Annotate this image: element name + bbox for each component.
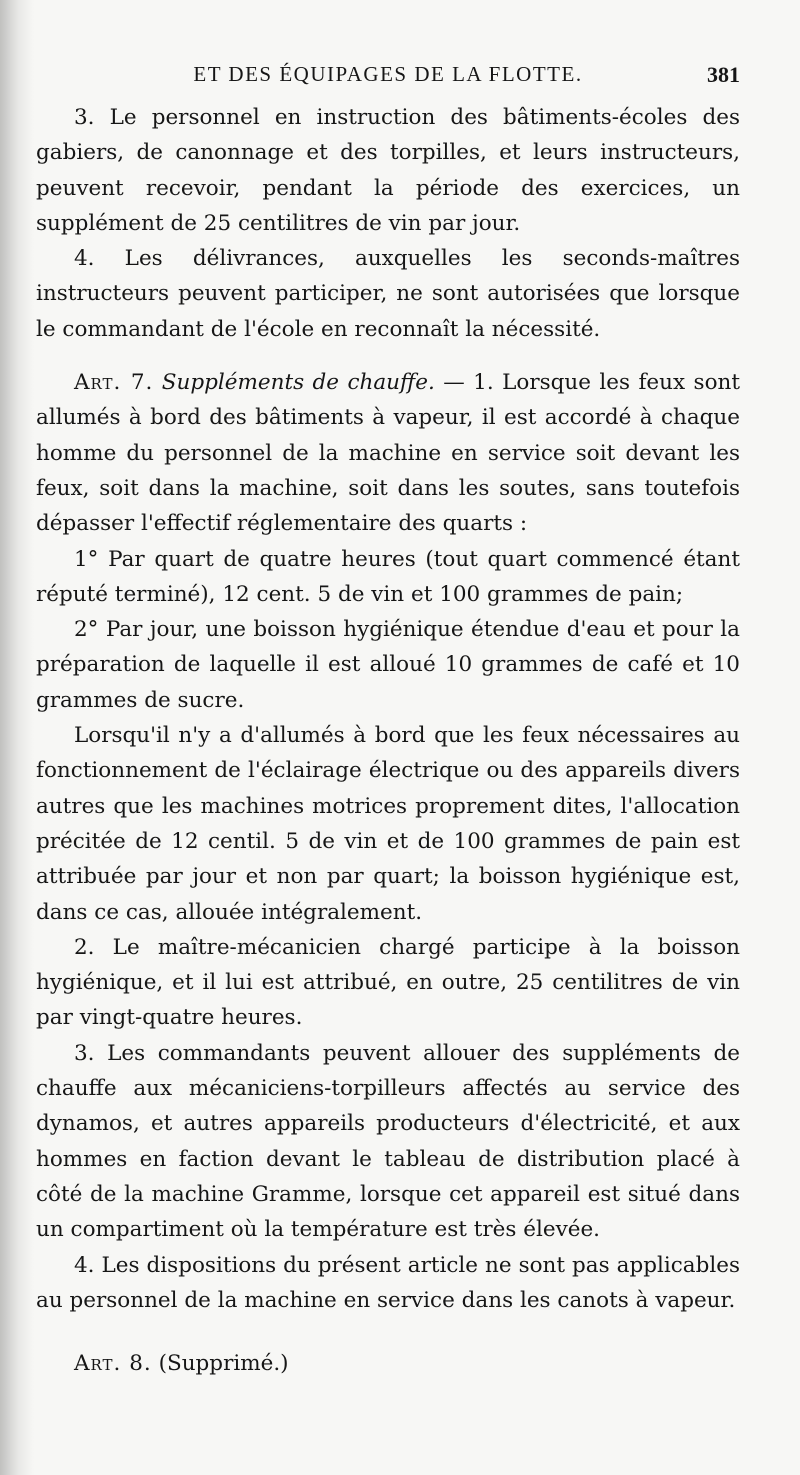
item-1-par-quart: 1° Par quart de quatre heures (tout quart commencé étant réputé terminé), 12 cent. 5 de vin et 100 grammes de pain; <box>36 546 740 607</box>
article-7-label: Art. 7. <box>74 370 154 396</box>
article-7-text: — 1. Lorsque les feux sont allumés à bord des bâtiments à vapeur, il est accordé à chaque homme du personnel de la machine en service soit devant les feux, soit dans la machine, soit dans les soutes, sans toutefois dépasser l'effectif réglementaire des quarts : <box>36 370 741 537</box>
body-text <box>36 100 740 1381</box>
article-8-text: (Supprimé.) <box>151 1351 289 1377</box>
running-head <box>36 62 740 92</box>
running-title: ET DES ÉQUIPAGES DE LA FLOTTE. <box>193 62 583 86</box>
paragraph-3-commandants: 3. Les commandants peuvent allouer des suppléments de chauffe aux mécaniciens-torpilleurs affectés au service des dynamos, et autres appareils producteurs d'électricité, et aux hommes en faction devant le tableau de distribution placé à côté de la machine Gramme, lorsque cet appareil est situé dans un compartiment où la température est très élevée. <box>36 1040 740 1243</box>
paragraph-eclairage: Lorsqu'il n'y a d'allumés à bord que les feux nécessaires au fonctionnement de l'éclairage électrique ou des appareils divers autres que les machines motrices proprement dites, l'allocation précitée de 12 centil. 5 de vin et de 100 grammes de pain est attribuée par jour et non par quart; la boisson hygiénique est, dans ce cas, allouée intégralement. <box>36 723 740 925</box>
page-number: 381 <box>707 62 740 87</box>
paragraph-4-dispositions: 4. Les dispositions du présent article ne sont pas applicables au personnel de la machine en service dans les canots à vapeur. <box>36 1252 740 1313</box>
paragraph-4-delivrances: 4. Les délivrances, auxquelles les seconds-maîtres instructeurs peuvent participer, ne sont autorisées que lorsque le commandant de l'école en reconnaît la nécessité. <box>36 246 740 342</box>
item-2-par-jour: 2° Par jour, une boisson hygiénique étendue d'eau et pour la préparation de laquelle il est alloué 10 grammes de café et 10 grammes de sucre. <box>36 617 740 713</box>
article-8-paragraph <box>36 1346 740 1381</box>
article-8-label: Art. 8. <box>74 1351 152 1377</box>
article-7-paragraph <box>36 365 740 541</box>
paragraph-2-maitre-mecanicien: 2. Le maître-mécanicien chargé participe à la boisson hygiénique, et il lui est attribué, en outre, 25 centilitres de vin par vingt-quatre heures. <box>36 934 740 1031</box>
paragraph-3-instruction: 3. Le personnel en instruction des bâtiments-écoles des gabiers, de canonnage et des torpilles, et leurs instructeurs, peuvent recevoir, pendant la période des exercices, un supplément de 25 centilitres de vin par jour. <box>36 105 740 236</box>
article-7-title: Suppléments de chauffe. <box>161 370 435 396</box>
